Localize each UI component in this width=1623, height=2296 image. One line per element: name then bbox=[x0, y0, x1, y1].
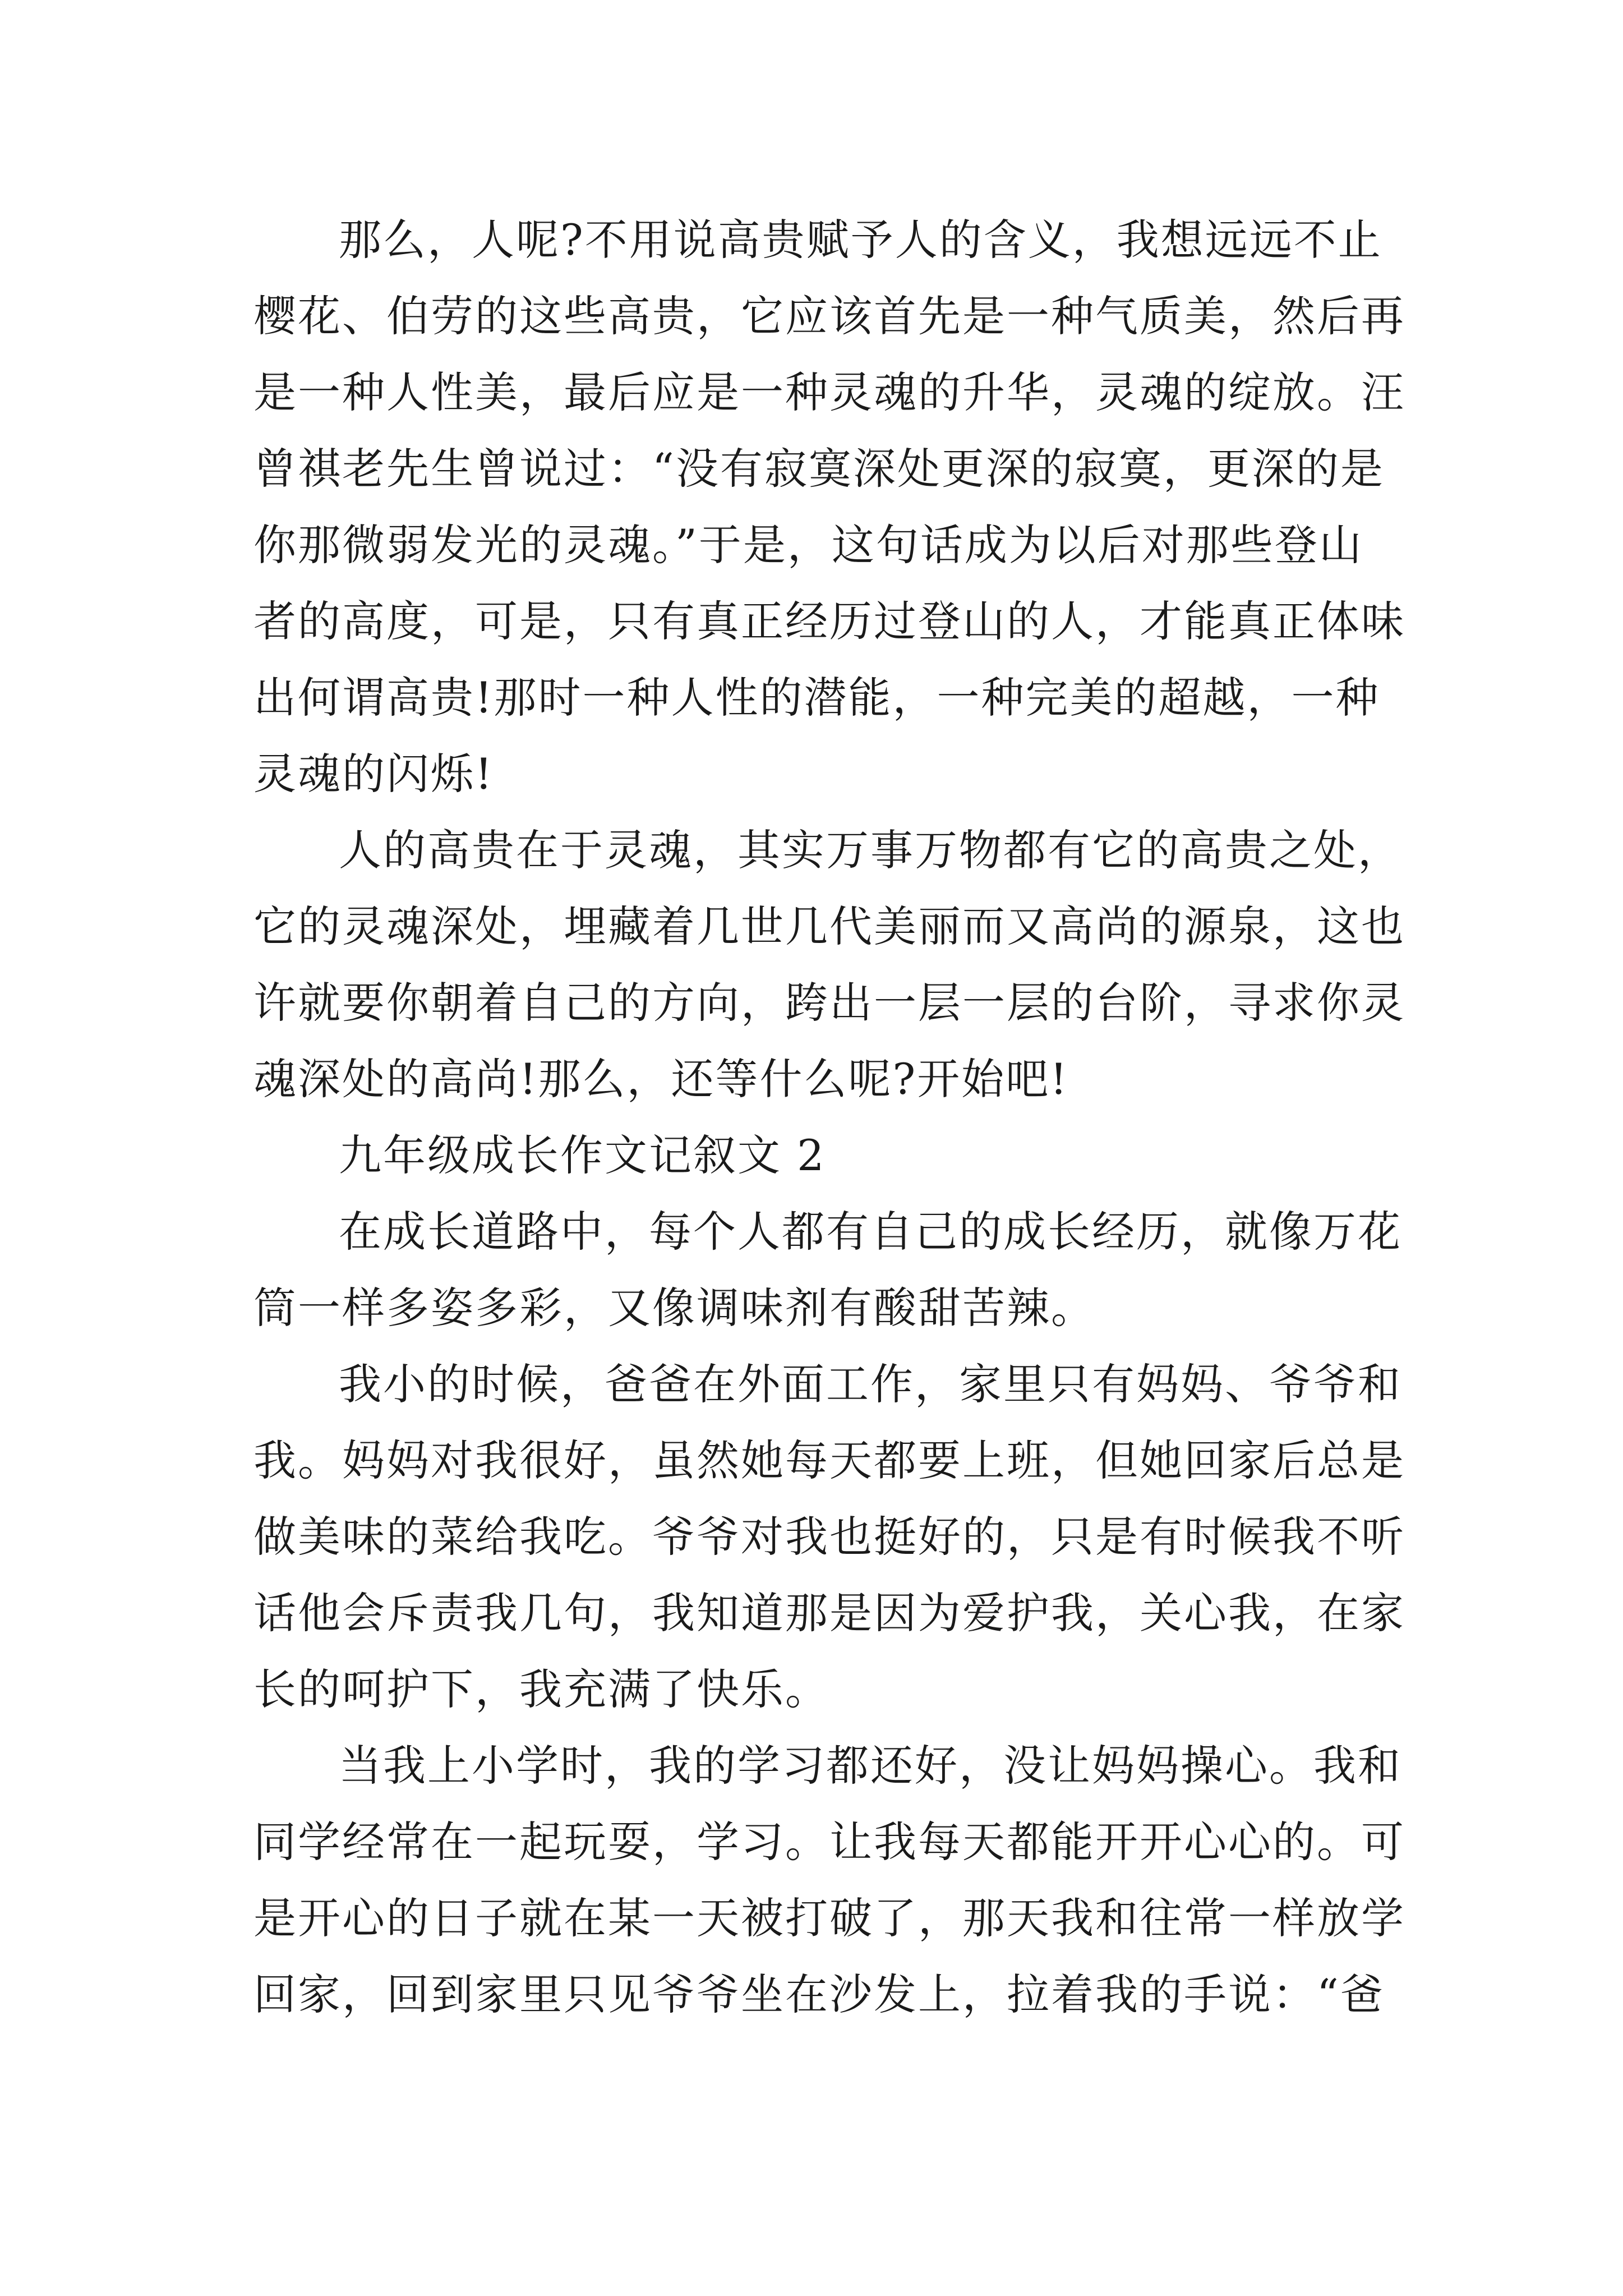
text-line: 樱花、伯劳的这些高贵，它应该首先是一种气质美，然后再 bbox=[253, 291, 1405, 341]
text-line: 出何谓高贵!那时一种人性的潜能，一种完美的超越，一种 bbox=[253, 673, 1380, 723]
text-line: 者的高度，可是，只有真正经历过登山的人，才能真正体味 bbox=[253, 596, 1405, 646]
document-body bbox=[253, 202, 1405, 2033]
text-line: 我。妈妈对我很好，虽然她每天都要上班，但她回家后总是 bbox=[253, 1435, 1405, 1485]
text-line: 许就要你朝着自己的方向，跨出一层一层的台阶，寻求你灵 bbox=[253, 978, 1405, 1028]
text-line: 曾祺老先生曾说过：“没有寂寞深处更深的寂寞，更深的是 bbox=[253, 444, 1385, 494]
text-line: 当我上小学时，我的学习都还好，没让妈妈操心。我和 bbox=[339, 1741, 1402, 1791]
text-line: 做美味的菜给我吃。爷爷对我也挺好的，只是有时候我不听 bbox=[253, 1512, 1405, 1562]
text-line: 我小的时候，爸爸在外面工作，家里只有妈妈、爷爷和 bbox=[339, 1359, 1402, 1409]
text-line: 是开心的日子就在某一天被打破了，那天我和往常一样放学 bbox=[253, 1893, 1405, 1943]
text-line: 那么，人呢?不用说高贵赋予人的含义，我想远远不止 bbox=[339, 215, 1382, 265]
text-line: 筒一样多姿多彩，又像调味剂有酸甜苦辣。 bbox=[253, 1283, 1095, 1333]
text-line: 灵魂的闪烁! bbox=[253, 749, 494, 799]
text-line: 是一种人性美，最后应是一种灵魂的升华，灵魂的绽放。汪 bbox=[253, 367, 1405, 417]
text-line: 长的呵护下，我充满了快乐。 bbox=[253, 1664, 829, 1714]
text-line: 你那微弱发光的灵魂。”于是，这句话成为以后对那些登山 bbox=[253, 520, 1363, 570]
section-heading: 九年级成长作文记叙文 2 bbox=[339, 1130, 826, 1180]
text-line: 魂深处的高尚!那么，还等什么呢?开始吧! bbox=[253, 1054, 1069, 1104]
text-line: 话他会斥责我几句，我知道那是因为爱护我，关心我，在家 bbox=[253, 1588, 1405, 1638]
text-line: 在成长道路中，每个人都有自己的成长经历，就像万花 bbox=[339, 1207, 1402, 1257]
text-line: 人的高贵在于灵魂，其实万事万物都有它的高贵之处， bbox=[339, 825, 1402, 875]
text-line: 回家，回到家里只见爷爷坐在沙发上，拉着我的手说：“爸 bbox=[253, 1970, 1385, 2019]
text-line: 同学经常在一起玩耍，学习。让我每天都能开开心心的。可 bbox=[253, 1817, 1405, 1867]
text-line: 它的灵魂深处，埋藏着几世几代美丽而又高尚的源泉，这也 bbox=[253, 901, 1405, 951]
